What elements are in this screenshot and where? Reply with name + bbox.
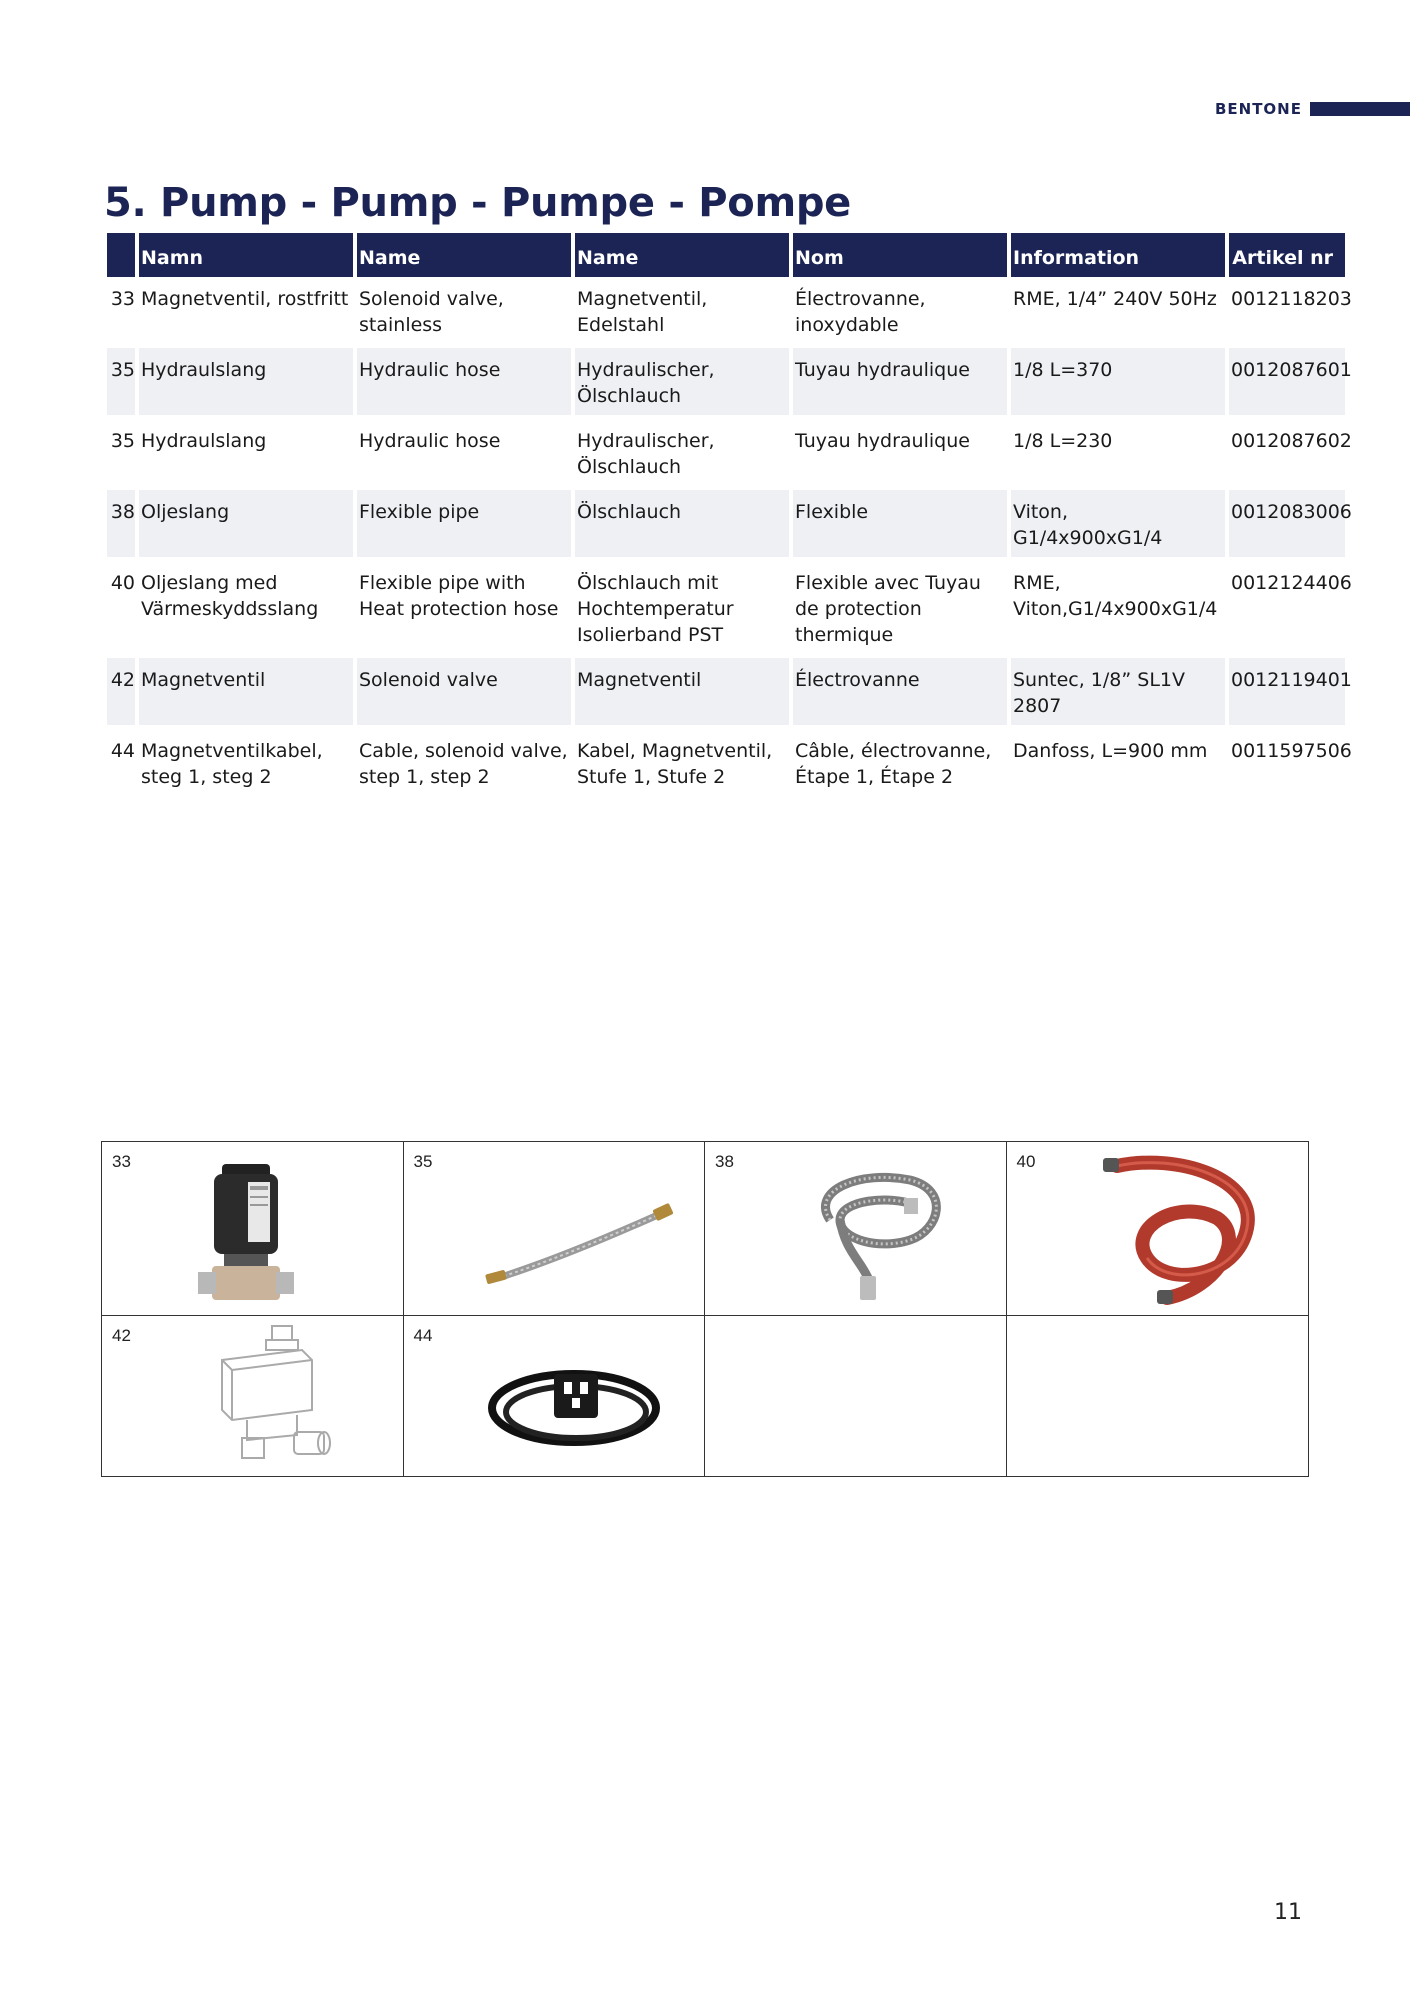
page-title: 5. Pump - Pump - Pumpe - Pompe — [104, 180, 851, 226]
table-row — [107, 561, 1345, 654]
page-number: 11 — [1274, 1900, 1302, 1925]
cell-namn: Hydraulslang — [141, 430, 267, 452]
cell-name-en: Hydraulic hose — [359, 430, 501, 452]
cell-num: 42 — [107, 658, 135, 725]
image-cell — [404, 1316, 706, 1476]
table-row — [107, 277, 1345, 344]
cell-artikel-nr: 0011597506 — [1231, 740, 1352, 762]
solenoid-cable-photo-icon — [484, 1346, 664, 1466]
cell-name-de: Magnetventil, Edelstahl — [577, 288, 708, 336]
cell-nom: Électrovanne — [793, 658, 1007, 725]
image-cell-empty — [705, 1316, 1007, 1476]
cell-information: 1/8 L=370 — [1011, 348, 1225, 415]
header-cell-artikel-nr: Artikel nr — [1229, 233, 1345, 277]
cell-name-de: Magnetventil — [575, 658, 789, 725]
table-header-row — [107, 233, 1345, 277]
table-row — [107, 658, 1345, 725]
image-label: 33 — [112, 1152, 131, 1171]
cell-num: 38 — [107, 490, 135, 557]
image-cell-empty — [1007, 1316, 1309, 1476]
cell-name-de: Hydraulischer, Ölschlauch — [577, 430, 715, 478]
header-cell-name-en: Name — [357, 233, 571, 277]
image-label: 44 — [413, 1326, 433, 1345]
parts-image-grid — [101, 1141, 1309, 1477]
brand-name: BENTONE — [1214, 100, 1302, 118]
cell-name-de: Ölschlauch mit Hochtemperatur Isolierband PST — [577, 572, 734, 646]
cell-num: 35 — [107, 348, 135, 415]
cell-name-en: Flexible pipe — [357, 490, 571, 557]
cell-namn: Hydraulslang — [139, 348, 353, 415]
header-cell-num — [107, 233, 135, 277]
cell-num: 44 — [110, 740, 135, 762]
cell-information: 1/8 L=230 — [1013, 430, 1113, 452]
cell-num: 40 — [110, 572, 135, 594]
image-label: 35 — [413, 1152, 433, 1171]
cell-artikel-nr: 0012119401 — [1229, 658, 1345, 725]
cell-name-de: Hydraulischer, Ölschlauch — [575, 348, 789, 415]
hydraulic-hose-photo-icon — [484, 1202, 674, 1292]
cell-artikel-nr: 0012124406 — [1231, 572, 1352, 594]
image-cell — [102, 1316, 404, 1476]
image-cell — [1007, 1142, 1309, 1316]
cell-namn: Magnetventilkabel, steg 1, steg 2 — [141, 740, 323, 788]
image-label: 42 — [112, 1326, 131, 1345]
cell-name-en: Solenoid valve, stainless — [359, 288, 504, 336]
brand-bar — [1310, 102, 1410, 116]
image-label: 38 — [715, 1152, 734, 1171]
table-row — [107, 729, 1345, 796]
header-cell-nom: Nom — [793, 233, 1007, 277]
header-cell-namn: Namn — [139, 233, 353, 277]
brand-header — [1215, 100, 1410, 118]
cell-num: 33 — [110, 288, 135, 310]
cell-artikel-nr: 0012087602 — [1231, 430, 1352, 452]
cell-name-de: Ölschlauch — [575, 490, 789, 557]
cell-artikel-nr: 0012118203 — [1231, 288, 1352, 310]
cell-nom: Flexible avec Tuyau de protection thermique — [795, 572, 981, 646]
parts-table — [103, 233, 1352, 796]
image-cell — [705, 1142, 1007, 1316]
header-cell-information: Information — [1011, 233, 1225, 277]
cell-nom: Flexible — [793, 490, 1007, 557]
table-row — [107, 419, 1345, 486]
cell-information: Viton, G1/4x900xG1/4 — [1011, 490, 1225, 557]
flexible-pipe-photo-icon — [800, 1160, 950, 1310]
cell-namn: Oljeslang — [139, 490, 353, 557]
heat-protected-hose-photo-icon — [1097, 1148, 1267, 1308]
cell-name-en: Solenoid valve — [357, 658, 571, 725]
table-row — [107, 348, 1345, 415]
cell-nom: Tuyau hydraulique — [793, 348, 1007, 415]
cell-artikel-nr: 0012087601 — [1229, 348, 1345, 415]
cell-num: 35 — [110, 430, 135, 452]
header-cell-name-de: Name — [575, 233, 789, 277]
cell-namn: Oljeslang med Värmeskyddsslang — [141, 572, 319, 620]
cell-namn: Magnetventil, rostfritt — [141, 288, 349, 310]
cell-name-en: Flexible pipe with Heat protection hose — [359, 572, 559, 620]
cell-name-de: Kabel, Magnetventil, Stufe 1, Stufe 2 — [577, 740, 773, 788]
cell-nom: Câble, électrovanne, Étape 1, Étape 2 — [795, 740, 992, 788]
cell-nom: Électrovanne, inoxydable — [795, 288, 926, 336]
cell-name-en: Cable, solenoid valve, step 1, step 2 — [359, 740, 568, 788]
cell-information: Suntec, 1/8” SL1V 2807 — [1011, 658, 1225, 725]
table-row — [107, 490, 1345, 557]
image-cell — [102, 1142, 404, 1316]
cell-nom: Tuyau hydraulique — [795, 430, 970, 452]
cell-information: RME, 1/4” 240V 50Hz — [1013, 288, 1217, 310]
cell-information: Danfoss, L=900 mm — [1013, 740, 1208, 762]
cell-artikel-nr: 0012083006 — [1229, 490, 1345, 557]
cell-name-en: Hydraulic hose — [357, 348, 571, 415]
cell-namn: Magnetventil — [139, 658, 353, 725]
solenoid-valve-drawing-icon — [202, 1320, 342, 1470]
image-label: 40 — [1016, 1152, 1036, 1171]
image-cell — [404, 1142, 706, 1316]
cell-information: RME, Viton,G1/4x900xG1/4 — [1013, 572, 1218, 620]
solenoid-valve-photo-icon — [192, 1160, 302, 1310]
